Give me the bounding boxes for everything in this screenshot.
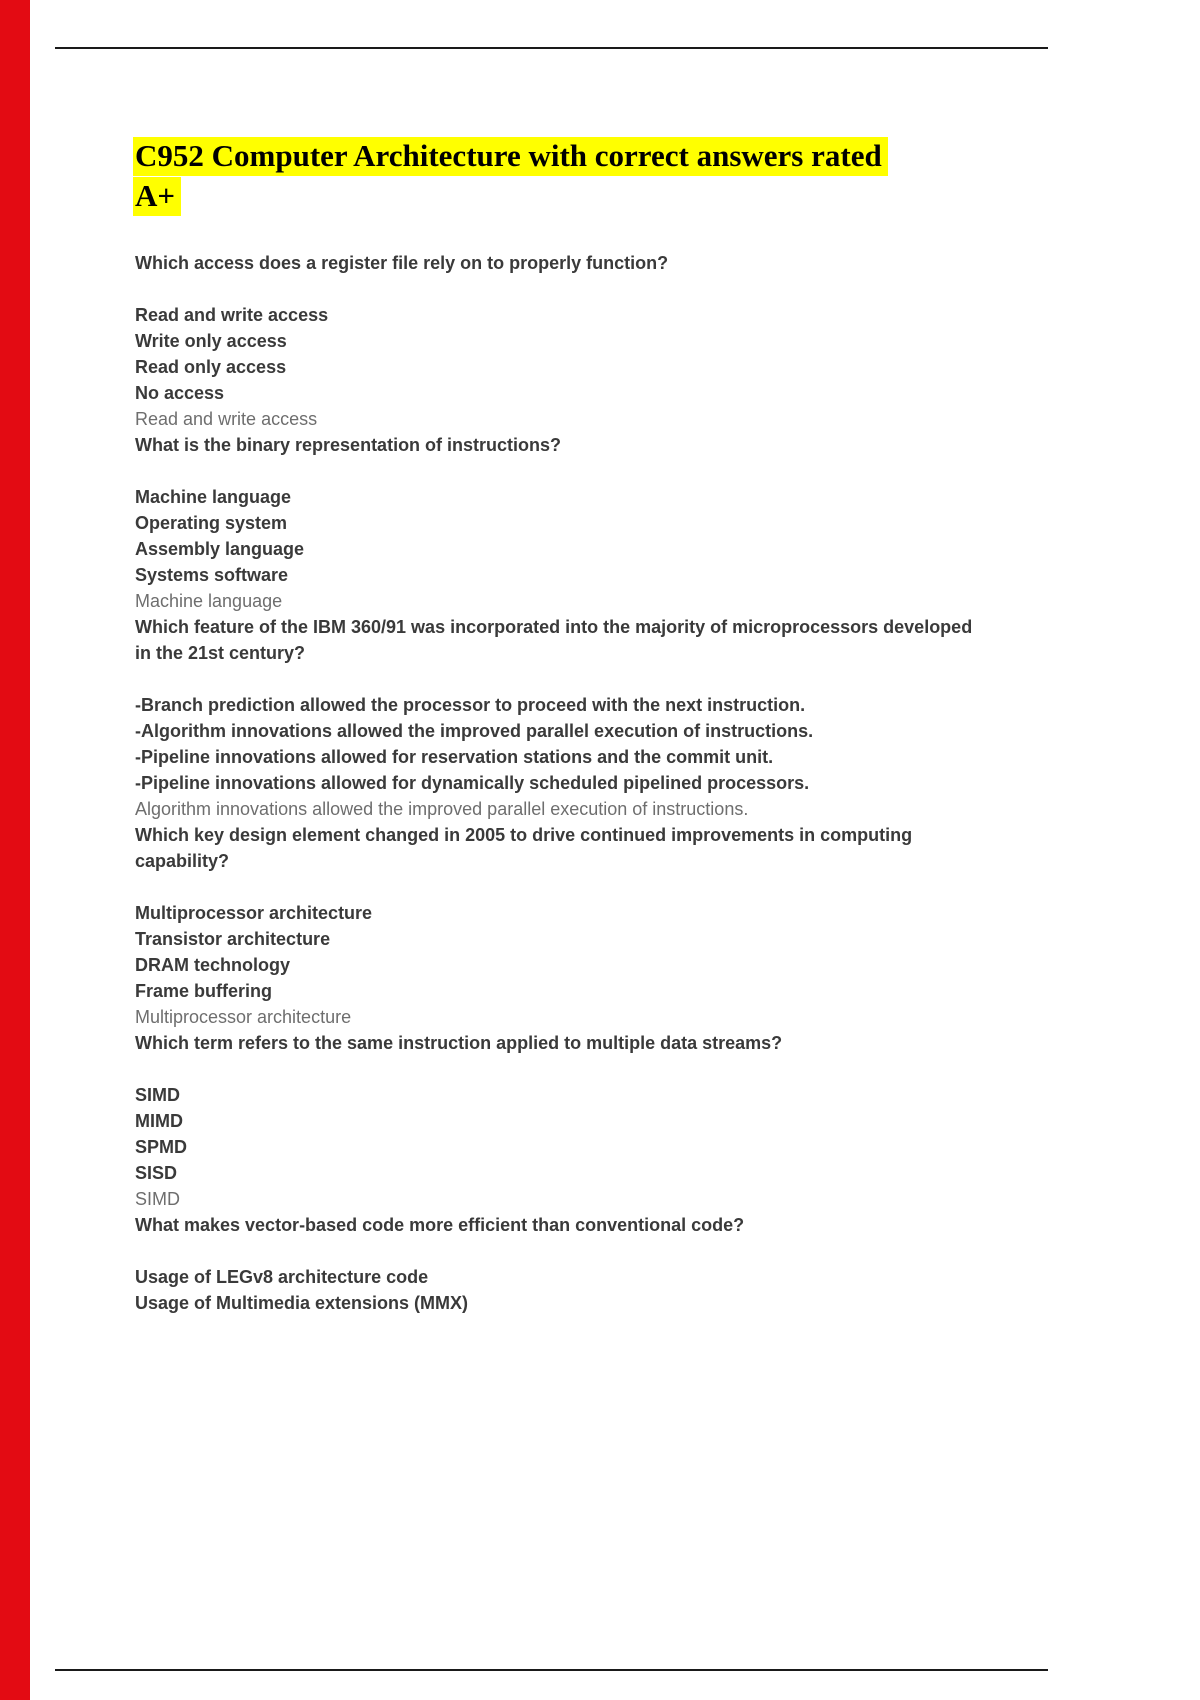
option-text: -Algorithm innovations allowed the improved parallel execution of instructions.	[135, 721, 814, 741]
option-text: DRAM technology	[135, 955, 290, 975]
option-text: MIMD	[135, 1111, 183, 1131]
answer-text: Algorithm innovations allowed the improved parallel execution of instructions.	[135, 799, 749, 819]
question-text: Which access does a register file rely on to properly function?	[135, 253, 669, 273]
qa-block-5	[135, 1030, 978, 1212]
option-text: Read and write access	[135, 305, 329, 325]
question-text: Which key design element changed in 2005 to drive continued improvements in computing capability?	[135, 825, 913, 871]
option-text: Multiprocessor architecture	[135, 903, 373, 923]
page-title-line-1: C952 Computer Architecture with correct answers rated	[133, 137, 888, 176]
question-text: Which feature of the IBM 360/91 was incorporated into the majority of microprocessors developed in the 21st century?	[135, 617, 973, 663]
option-text: SISD	[135, 1163, 178, 1183]
option-text: Transistor architecture	[135, 929, 331, 949]
option-text: Assembly language	[135, 539, 305, 559]
bottom-horizontal-rule	[55, 1669, 1048, 1671]
option-text: Read only access	[135, 357, 287, 377]
answer-text: Read and write access	[135, 409, 318, 429]
question-text: What makes vector-based code more efficient than conventional code?	[135, 1215, 745, 1235]
top-horizontal-rule	[55, 47, 1048, 49]
question-text: What is the binary representation of instructions?	[135, 435, 562, 455]
answer-text: Multiprocessor architecture	[135, 1007, 352, 1027]
qa-block-6	[135, 1212, 978, 1316]
option-text: Usage of Multimedia extensions (MMX)	[135, 1293, 469, 1313]
option-text: Systems software	[135, 565, 289, 585]
option-text: Write only access	[135, 331, 287, 351]
question-text: Which term refers to the same instruction applied to multiple data streams?	[135, 1033, 783, 1053]
option-text: -Pipeline innovations allowed for reservation stations and the commit unit.	[135, 747, 774, 767]
left-red-margin-strip	[0, 0, 30, 1700]
page-title	[135, 136, 978, 216]
option-text: Usage of LEGv8 architecture code	[135, 1267, 429, 1287]
option-text: Frame buffering	[135, 981, 273, 1001]
qa-block-4	[135, 822, 978, 1030]
option-text: SIMD	[135, 1085, 180, 1105]
document-content	[135, 136, 978, 1316]
qa-block-2	[135, 432, 978, 614]
qa-block-3	[135, 614, 978, 822]
qa-block-1	[135, 250, 978, 432]
option-text: Operating system	[135, 513, 288, 533]
option-text: No access	[135, 383, 225, 403]
option-text: -Pipeline innovations allowed for dynamically scheduled pipelined processors.	[135, 773, 810, 793]
answer-text: SIMD	[135, 1189, 180, 1209]
answer-text: Machine language	[135, 591, 283, 611]
option-text: Machine language	[135, 487, 292, 507]
option-text: -Branch prediction allowed the processor to proceed with the next instruction.	[135, 695, 806, 715]
page-title-line-2: A+	[133, 177, 181, 216]
option-text: SPMD	[135, 1137, 188, 1157]
